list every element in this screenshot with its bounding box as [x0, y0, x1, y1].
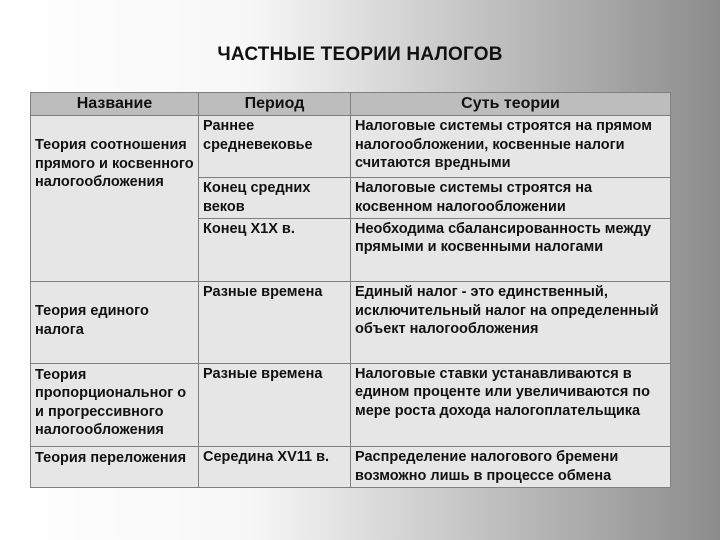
header-essence: Суть теории — [351, 93, 671, 116]
theory-name-cell: Теория переложения — [31, 447, 199, 488]
period-cell: Разные времена — [199, 282, 351, 364]
theory-name-cell: Теория пропорциональног о и прогрессивного налогообложения — [31, 363, 199, 447]
essence-cell: Налоговые системы строятся на прямом налогообложении, косвенные налоги считаются вредными — [351, 116, 671, 178]
period-cell: Середина ХV11 в. — [199, 447, 351, 488]
period-cell: Разные времена — [199, 363, 351, 447]
essence-cell: Необходима сбалансированность между прямыми и косвенными налогами — [351, 218, 671, 281]
theory-name-cell: Теория соотношения прямого и косвенного налогообложения — [31, 116, 199, 282]
period-cell: Конец средних веков — [199, 178, 351, 219]
essence-cell: Налоговые ставки устанавливаются в едином проценте или увеличиваются по мере роста дохода налогоплательщика — [351, 363, 671, 447]
header-period: Период — [199, 93, 351, 116]
table-row — [31, 363, 671, 447]
essence-cell: Распределение налогового бремени возможно лишь в процессе обмена — [351, 447, 671, 488]
tax-theories-table — [30, 92, 671, 488]
theory-name-cell: Теория единого налога — [31, 282, 199, 364]
table-header-row — [31, 93, 671, 116]
essence-cell: Единый налог - это единственный, исключительный налог на определенный объект налогообложения — [351, 282, 671, 364]
header-name: Название — [31, 93, 199, 116]
period-cell: Конец Х1Х в. — [199, 218, 351, 281]
period-cell: Раннее средневековье — [199, 116, 351, 178]
slide-title: ЧАСТНЫЕ ТЕОРИИ НАЛОГОВ — [217, 44, 503, 65]
table-row — [31, 282, 671, 364]
table-row — [31, 447, 671, 488]
table-row — [31, 116, 671, 178]
essence-cell: Налоговые системы строятся на косвенном налогообложении — [351, 178, 671, 219]
